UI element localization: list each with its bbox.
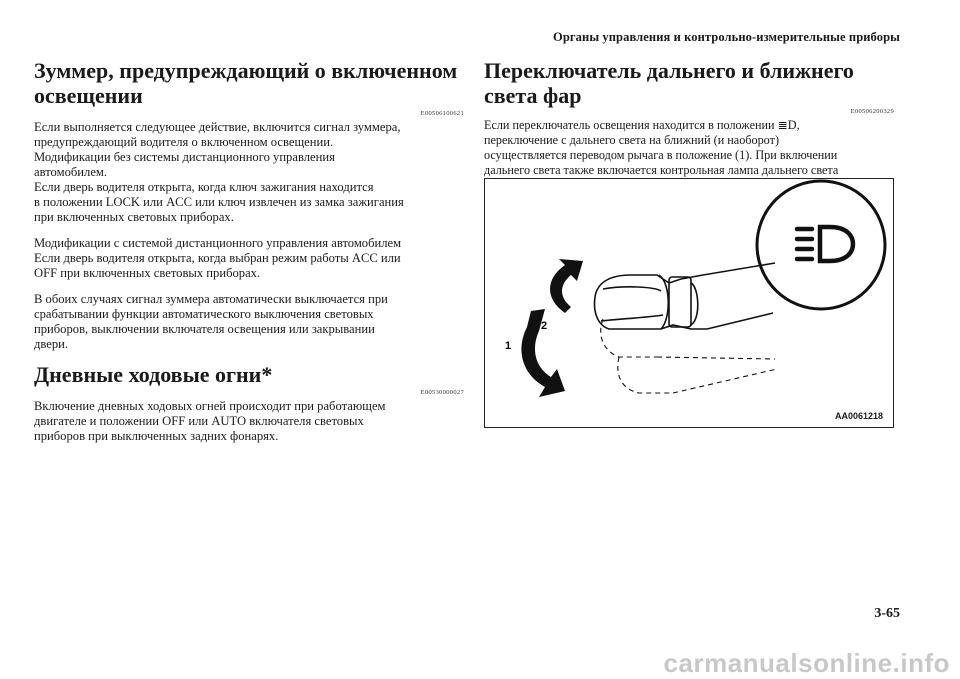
section-drl-p1 <box>34 399 464 444</box>
text-line: переключение с дальнего света на ближний (и наоборот) <box>484 133 780 147</box>
section-drl-title: Дневные ходовые огни* <box>34 362 273 387</box>
text-line: OFF при включенных световых приборах. <box>34 266 261 280</box>
beam-switch-illustration <box>485 179 893 427</box>
section-drl <box>34 362 464 444</box>
text-line: двигателе и положении OFF или AUTO включателя световых <box>34 414 364 428</box>
lever-stalk <box>595 263 775 329</box>
section-buzzer-title <box>34 58 464 108</box>
section-buzzer-title-line1: Зуммер, предупреждающий о включенном <box>34 58 458 83</box>
running-header: Органы управления и контрольно-измерительные приборы <box>553 30 900 44</box>
arrow-2 <box>550 259 583 313</box>
watermark: carmanualsonline.info <box>663 648 950 678</box>
page-number: 3-65 <box>874 606 900 621</box>
section-buzzer-code: E00506100621 <box>420 110 464 117</box>
section-buzzer-p2 <box>34 236 464 281</box>
label-1: 1 <box>505 340 512 352</box>
section-beam-title: Переключатель дальнего и ближнего света фар <box>484 58 854 108</box>
text-line: Модификации без системы дистанционного управления <box>34 150 335 164</box>
text-line: приборов, выключении включателя освещения или закрывании <box>34 322 375 336</box>
text-line: предупреждающий водителя о включенном освещении. <box>34 135 334 149</box>
text-line: Включение дневных ходовых огней происходит при работающем <box>34 399 386 413</box>
text-line: Если дверь водителя открыта, когда ключ зажигания находится <box>34 180 374 194</box>
text-line: осуществляется переводом рычага в положение (1). При включении <box>484 148 838 162</box>
text-line: В обоих случаях сигнал зуммера автоматически выключается при <box>34 292 388 306</box>
beam-switch-figure <box>484 178 894 428</box>
right-column <box>484 58 894 193</box>
text-line: при включенных световых приборах. <box>34 210 234 224</box>
text-line: Модификации с системой дистанционного управления автомобилем <box>34 236 402 250</box>
text-line: Если переключатель освещения находится в положении ≣D, <box>484 118 800 132</box>
text-line: дальнего света также включается контрольная лампа дальнего света <box>484 163 839 177</box>
text-line: двери. <box>34 337 69 351</box>
lever-dashed-position <box>601 319 777 393</box>
text-line: Если выполняется следующее действие, включится сигнал зуммера, <box>34 120 401 134</box>
label-2: 2 <box>541 320 548 332</box>
text-line: автомобилем. <box>34 165 108 179</box>
left-column <box>34 58 464 444</box>
section-buzzer-p1 <box>34 120 464 225</box>
text-line: в положении LOCK или ACC или ключ извлечен из замка зажигания <box>34 195 404 209</box>
section-drl-code: E00530000027 <box>420 389 464 396</box>
figure-code: AA0061218 <box>834 411 883 421</box>
section-beam-code: E00506200329 <box>850 108 894 115</box>
text-line: Если дверь водителя открыта, когда выбран режим работы ACC или <box>34 251 401 265</box>
section-buzzer-p3 <box>34 292 464 352</box>
text-line: срабатывании функции автоматического выключения световых <box>34 307 374 321</box>
text-line: приборов при выключенных задних фонарях. <box>34 429 279 443</box>
section-buzzer <box>34 58 464 352</box>
section-buzzer-title-line2: освещении <box>34 83 143 108</box>
